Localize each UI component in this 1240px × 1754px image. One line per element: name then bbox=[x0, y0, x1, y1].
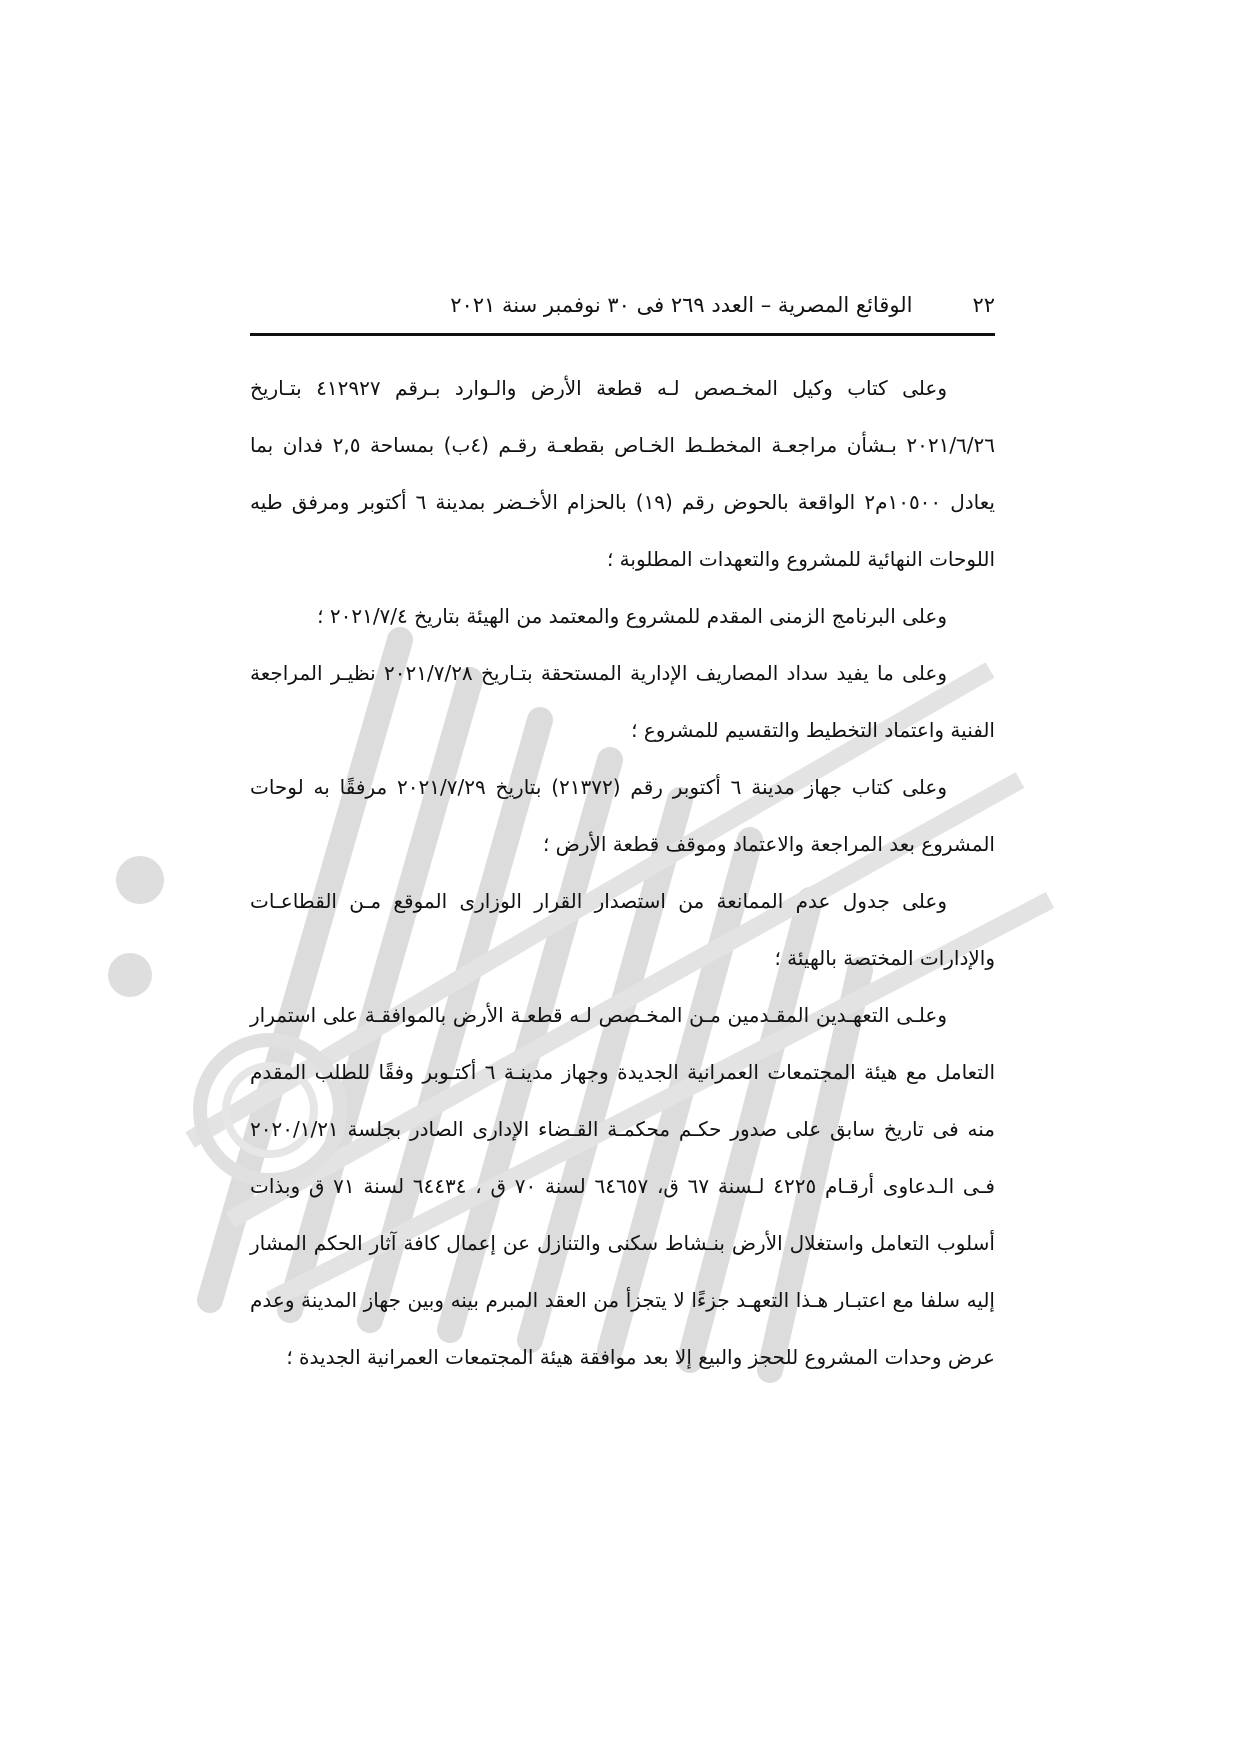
page-header bbox=[250, 285, 995, 325]
paragraph: وعلـى التعهـدين المقـدمين مـن المخـصص لـه قطعـة الأرض بالموافقـة على استمرار التعامل مع هيئة المجتمعات العمرانية الجديدة وجهاز مدينـة ٦ أكتـوبر وفقًا للطلب المقدم منه فى تاريخ سابق على صدور حكـم محكمـة القـضاء الإدارى الصادر بجلسة ٢٠٢٠/١/٢١ فـى الـدعاوى أرقـام ٤٢٢٥ لـسنة ٦٧ ق، ٦٤٦٥٧ لسنة ٧٠ ق ، ٦٤٤٣٤ لسنة ٧١ ق وبذات أسلوب التعامل واستغلال الأرض بنـشاط سكنى والتنازل عن إعمال كافة آثار الحكم المشار إليه سلفا مع اعتبـار هـذا التعهـد جزءًا لا يتجزأ من العقد المبرم بينه وبين جهاز المدينة وعدم عرض وحدات المشروع للحجز والبيع إلا بعد موافقة هيئة المجتمعات العمرانية الجديدة ؛ bbox=[250, 1003, 995, 1369]
header-divider bbox=[250, 333, 995, 336]
header-title: الوقائع المصرية – العدد ٢٦٩ فى ٣٠ نوفمبر سنة ٢٠٢١ bbox=[450, 293, 913, 317]
paragraph: وعلى كتاب جهاز مدينة ٦ أكتوبر رقم (٢١٣٧٢) بتاريخ ٢٠٢١/٧/٢٩ مرفقًا به لوحات المشروع بعد المراجعة والاعتماد وموقف قطعة الأرض ؛ bbox=[250, 775, 995, 856]
paragraph: وعلى ما يفيد سداد المصاريف الإدارية المستحقة بتـاريخ ٢٠٢١/٧/٢٨ نظيـر المراجعة الفنية واعتماد التخطيط والتقسيم للمشروع ؛ bbox=[250, 661, 995, 742]
paragraph: وعلى البرنامج الزمنى المقدم للمشروع والمعتمد من الهيئة بتاريخ ٢٠٢١/٧/٤ ؛ bbox=[317, 604, 947, 628]
document-body bbox=[250, 360, 995, 1386]
paragraph: وعلى كتاب وكيل المخـصص لـه قطعة الأرض والـوارد بـرقم ٤١٢٩٢٧ بتـاريخ ٢٠٢١/٦/٢٦ بـشأن مراجعـة المخطـط الخـاص بقطعـة رقـم (٤ب) بمساحة ٢,٥ فدان بما يعادل ١٠٥٠٠م٢ الواقعة بالحوض رقم (١٩) بالحزام الأخـضر بمدينة ٦ أكتوبر ومرفق طيه اللوحات النهائية للمشروع والتعهدات المطلوبة ؛ bbox=[250, 376, 996, 571]
paragraph: وعلى جدول عدم الممانعة من استصدار القرار الوزارى الموقع مـن القطاعـات والإدارات المختصة بالهيئة ؛ bbox=[250, 889, 995, 970]
page-number: ٢٢ bbox=[972, 293, 995, 317]
